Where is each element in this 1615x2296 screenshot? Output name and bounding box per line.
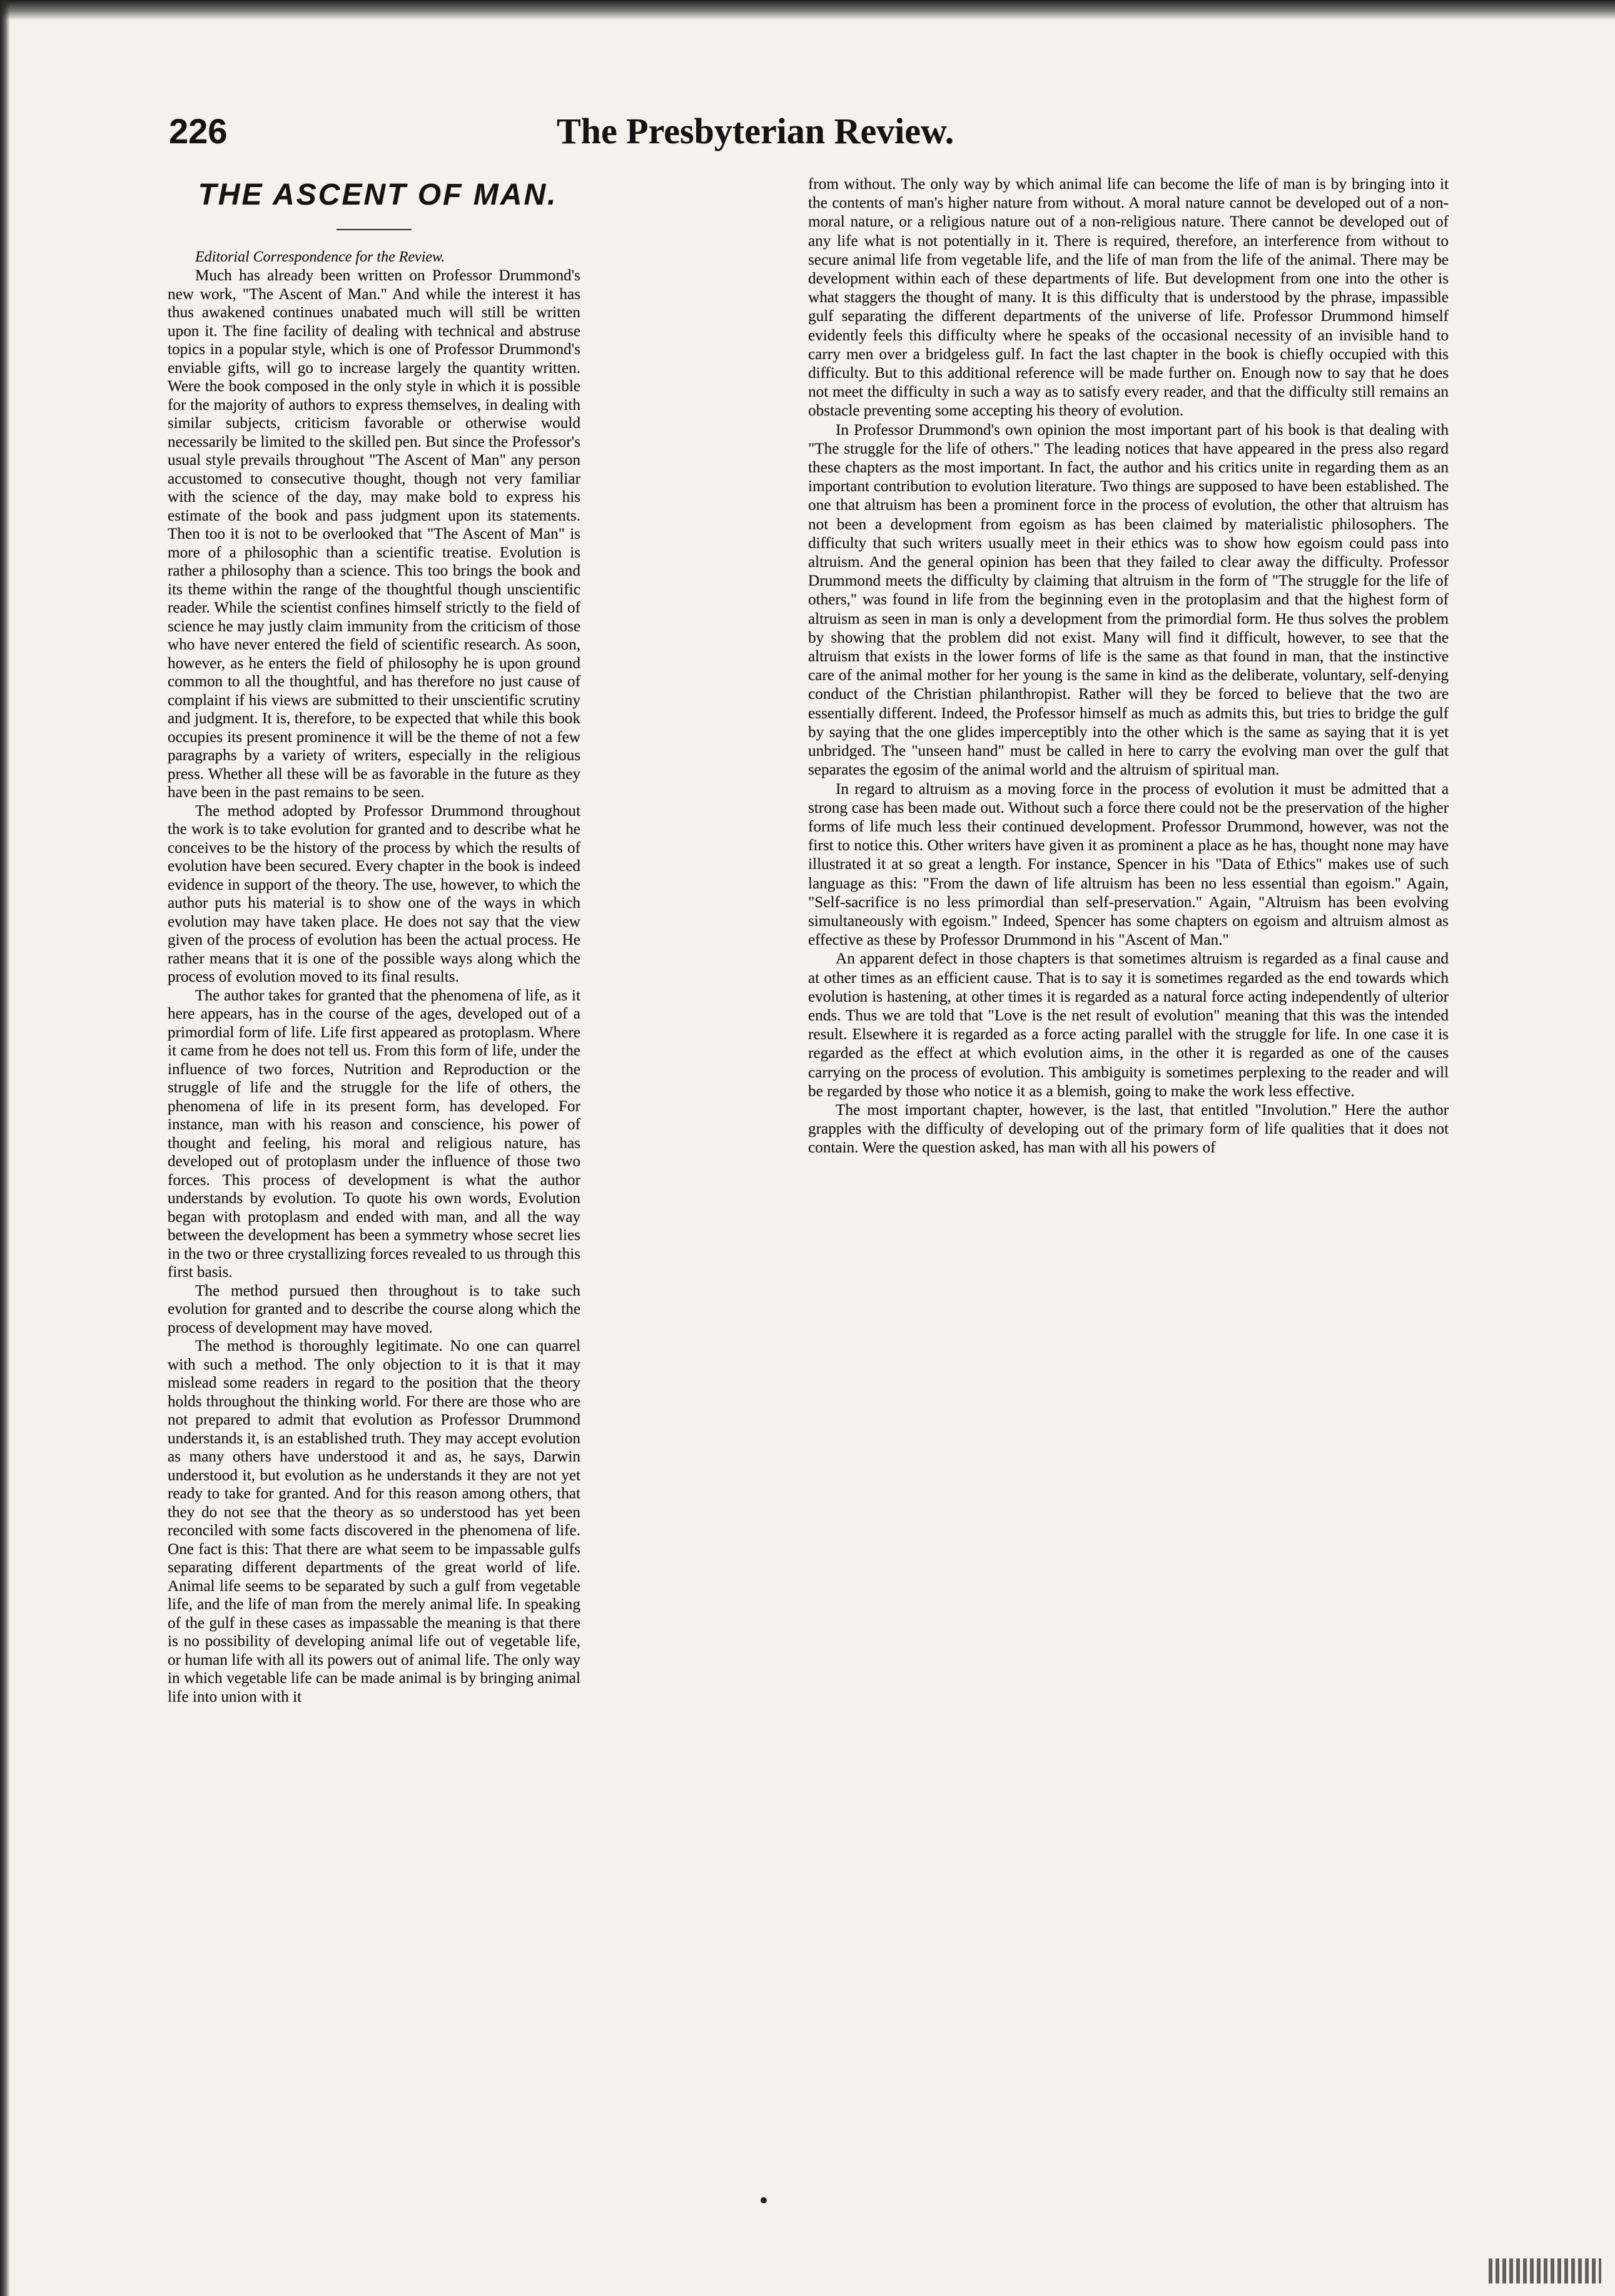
- right-column: [808, 175, 1449, 2196]
- paragraph: The method pursued then throughout is to take such evolution for granted and to describe the course along which the process of development may have moved.: [168, 1282, 580, 1336]
- scan-left-edge: [0, 0, 10, 2296]
- page-number: 226: [169, 111, 228, 151]
- paragraph: The method adopted by Professor Drummond throughout the work is to take evolution for granted and to describe what he conceives to be the history of the process by which the results of evolution have been secured. Every chapter in the book is indeed evidence in support of the theory. The use, however, to which the author puts his material is to show one of the ways in which evolution may have taken place. He does not say that the view given of the process of evolution has been the actual process. He rather means that it is one of the possible ways along which the process of evolution moved to its final results.: [168, 802, 580, 985]
- paragraph: Much has already been written on Professor Drummond's new work, "The Ascent of Man." And while the interest it has thus awakened continues unabated much will still be written upon it. The fine facility of dealing with technical and abstruse topics in a popular style, which is one of Professor Drummond's enviable gifts, will go to increase largely the quantity written. Were the book composed in the only style in which it is possible for the majority of authors to express themselves, in dealing with similar subjects, criticism favorable or otherwise would necessarily be limited to the skilled pen. But since the Professor's usual style prevails throughout "The Ascent of Man" any person accustomed to consecutive thought, though not very familiar with the science of the day, may make bold to express his estimate of the book and pass judgment upon its statements. Then too it is not to be overlooked that "The Ascent of Man" is more of a philosophic than a scientific treatise. Evolution is rather a philosophy than a science. This too brings the book and its theme within the range of the thoughtful though unscientific reader. While the scientist confines himself strictly to the field of science he may justly claim immunity from the criticism of those who have never entered the field of scientific research. As soon, however, as he enters the field of philosophy he is upon ground common to all the thoughtful, and has therefore no just cause of complaint if his views are submitted to their unscientific scrutiny and judgment. It is, therefore, to be expected that while this book occupies its present prominence it will be the theme of not a few paragraphs by a variety of writers, especially in the religious press. Whether all these will be as favorable in the future as they have been in the past remains to be seen.: [168, 267, 580, 801]
- paragraph-continued: from without. The only way by which animal life can become the life of man is by bringing into it the contents of man's higher nature from without. A moral nature cannot be developed out of a non-moral nature, or a religious nature out of a non-religious nature. There cannot be developed out of any life what is not potentially in it. There is required, therefore, an interference from without to secure animal life from vegetable life, and the life of man from the life of the animal. There may be development within each of these departments of life. But development from one into the other is what staggers the thought of many. It is this difficulty that is understood by the phrase, impassible gulf separating the different departments of the universe of life. Professor Drummond himself evidently feels this difficulty where he speaks of the occasional necessity of an invisible hand to carry men over a bridgeless gulf. In fact the last chapter in the book is chiefly occupied with this difficulty. But to this additional reference will be made further on. Enough now to say that he does not meet the difficulty in such a way as to satisfy every reader, and that the difficulty still remains an obstacle preventing some accepting his theory of evolution.: [808, 176, 1449, 420]
- paragraph: In Professor Drummond's own opinion the most important part of his book is that dealing with "The struggle for the life of others." The leading notices that have appeared in the press also regard these chapters as the most important. In fact, the author and his critics unite in regarding them as an important contribution to evolution literature. Two things are supposed to have been established. The one that altruism has been a prominent force in the process of evolution, the other that altruism has not been a development from egoism as has been claimed by materialistic philosophers. The difficulty that such writers usually meet in their ethics was to show how egoism could pass into altruism. And the general opinion has been that they failed to clear away the difficulty. Professor Drummond meets the difficulty by claiming that altruism in the form of "The struggle for the life of others," was found in life from the beginning even in the protoplasim and that the highest form of altruism as seen in man is only a development from the primordial form. He thus solves the problem by showing that the problem did not exist. Many will find it difficult, however, to see that the altruism that exists in the lower forms of life is the same as that found in man, that the instinctive care of the animal mother for her young is the same in kind as the deliberate, voluntary, self-denying conduct of the Christian philanthropist. Rather will they be forced to believe that the two are essentially different. Indeed, the Professor himself as much as admits this, but tries to bridge the gulf by saying that the one glides imperceptibly into the other which is the same as saying that it is yet unbridged. The "unseen hand" must be called in here to carry the evolving man over the gulf that separates the egosim of the animal world and the altruism of spiritual man.: [808, 421, 1449, 779]
- paragraph: The most important chapter, however, is the last, that entitled "Involution." Here the author grapples with the difficulty of developing out of the primary form of life qualities that it does not contain. Were the question asked, has man with all his powers of: [808, 1101, 1449, 1157]
- running-head: [169, 111, 1001, 161]
- paragraph: In regard to altruism as a moving force in the process of evolution it must be admitted that a strong case has been made out. Without such a force there could not be the preservation of the higher forms of life much less their continued development. Professor Drummond, however, was not the first to notice this. Other writers have given it as prominent a place as he has, thought none may have illustrated it at so great a length. For instance, Spencer in his "Data of Ethics" makes use of such language as this: "From the dawn of life altruism has been no less essential than egoism." Again, "Self-sacrifice is no less primordial than self-preservation." Again, "Altruism has been evolving simultaneously with egoism." Indeed, Spencer has some chapters on egoism and altruism almost as effective as these by Professor Drummond in his "Ascent of Man.": [808, 780, 1449, 949]
- scan-top-edge: [0, 0, 1615, 20]
- title-rule: [337, 229, 412, 230]
- left-column: [168, 175, 580, 2196]
- paragraph: The author takes for granted that the phenomena of life, as it here appears, has in the course of the ages, developed out of a primordial form of life. Life first appeared as protoplasm. Where it came from he does not tell us. From this form of life, under the influence of two forces, Nutrition and Reproduction or the struggle of life and the struggle for the life of others, the phenomena of life in its present form, has developed. For instance, man with his reason and conscience, his power of thought and feeling, his moral and religious nature, has developed out of protoplasm under the influence of those two forces. This process of development is what the author understands by evolution. To quote his own words, Evolution began with protoplasm and ended with man, and all the way between the development has been a symmetry whose secret lies in the two or three crystallizing forces revealed to us through this first basis.: [168, 987, 580, 1281]
- ink-dot: [761, 2197, 767, 2203]
- byline: Editorial Correspondence for the Review.: [195, 249, 445, 265]
- article-title: THE ASCENT OF MAN.: [198, 178, 558, 211]
- journal-title: The Presbyterian Review.: [557, 111, 954, 151]
- paragraph: An apparent defect in those chapters is that sometimes altruism is regarded as a final cause and at other times as an efficient cause. That is to say it is sometimes regarded as the end towards which evolution is hastening, at other times it is regarded as a natural force acting independently of ulterior ends. Thus we are told that "Love is the net result of evolution" meaning that this was the intended result. Elsewhere it is regarded as a force acting parallel with the struggle for life. In one case it is regarded as the effect at which evolution aims, in the other it is regarded as one of the causes carrying on the process of evolution. This ambiguity is sometimes perplexing to the reader and will be regarded by those who notice it as a blemish, going to make the work less effective.: [808, 950, 1449, 1100]
- scan-bottom-mark: [1489, 2258, 1601, 2283]
- paragraph: The method is thoroughly legitimate. No one can quarrel with such a method. The only objection to it is that it may mislead some readers in regard to the position that the theory holds throughout the thinking world. For there are those who are not prepared to admit that evolution as Professor Drummond understands it, is an established truth. They may accept evolution as many others have understood it and as, he says, Darwin understood it, but evolution as he understands it they are not yet ready to take for granted. And for this reason among others, that they do not see that the theory as so understood has yet been reconciled with some facts discovered in the phenomena of life. One fact is this: That there are what seem to be impassable gulfs separating different departments of the great world of life. Animal life seems to be separated by such a gulf from vegetable life, and the life of man from the merely animal life. In speaking of the gulf in these cases as impassable the meaning is that there is no possibility of developing animal life out of vegetable life, or human life with all its powers out of animal life. The only way in which vegetable life can be made animal is by bringing animal life into union with it: [168, 1338, 580, 1705]
